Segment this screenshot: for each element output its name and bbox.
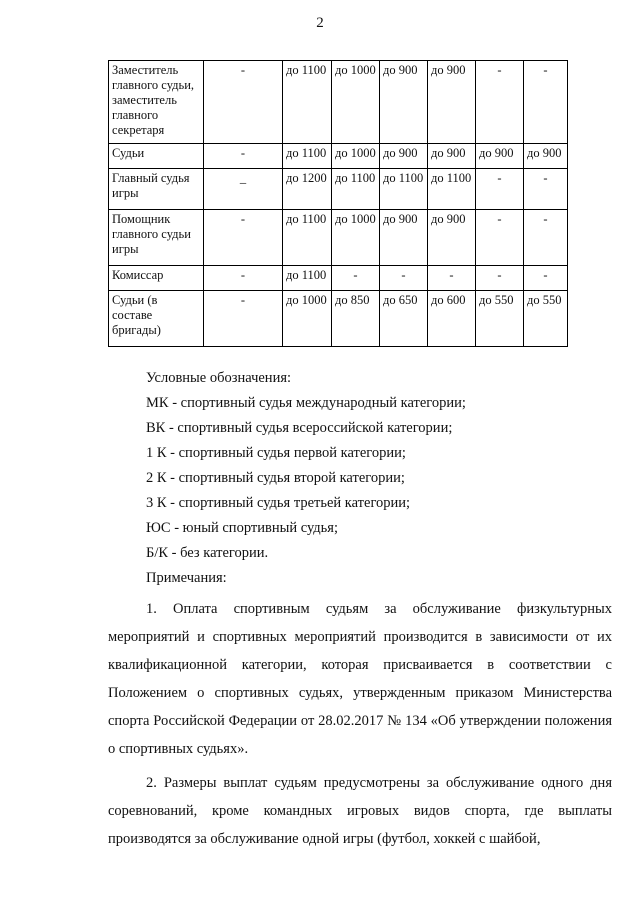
legend-item: ЮС - юный спортивный судья;	[146, 520, 338, 536]
table-row	[109, 144, 568, 169]
value-cell: до 1000	[332, 61, 380, 144]
note-paragraph: 2. Размеры выплат судьям предусмотрены за обслуживание одного дня соревнований, кроме командных игровых видов спорта, где выплаты производятся за обслуживание одной игры (футбол, хоккей с шайбой,	[108, 775, 612, 847]
legend-item: 3 К - спортивный судья третьей категории;	[146, 495, 411, 511]
value-cell: до 900	[380, 144, 428, 169]
value-cell: до 1000	[283, 291, 332, 347]
role-cell: Судьи (в составе бригады)	[109, 291, 204, 347]
table-row	[109, 266, 568, 291]
value-cell: до 900	[380, 61, 428, 144]
value-cell: до 850	[332, 291, 380, 347]
value-cell: до 1000	[332, 144, 380, 169]
value-cell: -	[428, 266, 476, 291]
value-cell: до 1100	[283, 144, 332, 169]
value-cell: -	[476, 169, 524, 210]
value-cell: -	[204, 61, 283, 144]
value-cell: -	[476, 210, 524, 266]
value-cell: до 900	[428, 210, 476, 266]
page-number: 2	[316, 15, 324, 31]
legend-item: 2 К - спортивный судья второй категории;	[146, 470, 405, 486]
value-cell: до 600	[428, 291, 476, 347]
value-cell: -	[380, 266, 428, 291]
legend-item: Б/К - без категории.	[146, 545, 269, 561]
value-cell: -	[524, 61, 568, 144]
notes-title: Примечания:	[146, 570, 227, 586]
role-cell: Помощник главного судьи игры	[109, 210, 204, 266]
value-cell: -	[204, 291, 283, 347]
value-cell: до 900	[428, 61, 476, 144]
table-row	[109, 61, 568, 144]
value-cell: до 900	[380, 210, 428, 266]
value-cell: до 1100	[380, 169, 428, 210]
value-cell: -	[524, 169, 568, 210]
legend-item: ВК - спортивный судья всероссийской категории;	[146, 420, 453, 436]
value-cell: до 1100	[332, 169, 380, 210]
value-cell: до 1100	[283, 266, 332, 291]
value-cell: -	[476, 61, 524, 144]
legend-title: Условные обозначения:	[146, 370, 292, 386]
referee-payment-table	[108, 60, 568, 347]
value-cell: -	[204, 266, 283, 291]
table-row	[109, 169, 568, 210]
value-cell: до 1200	[283, 169, 332, 210]
table-row	[109, 210, 568, 266]
value-cell: до 1100	[428, 169, 476, 210]
value-cell: -	[524, 210, 568, 266]
value-cell: -	[476, 266, 524, 291]
legend-item: МК - спортивный судья международный категории;	[146, 395, 466, 411]
legend-item: 1 К - спортивный судья первой категории;	[146, 445, 406, 461]
role-cell: Заместитель главного судьи, заместитель главного секретаря	[109, 61, 204, 144]
value-cell: до 550	[476, 291, 524, 347]
value-cell: _	[204, 169, 283, 210]
value-cell: до 900	[428, 144, 476, 169]
value-cell: -	[524, 266, 568, 291]
table-row	[109, 291, 568, 347]
note-paragraph: 1. Оплата спортивным судьям за обслуживание физкультурных мероприятий и спортивных мероприятий производится в зависимости от их квалификационной категории, которая присваивается в соответствии с Положением о спортивных судьях, утвержденным приказом Министерства спорта Российской Федерации от 28.02.2017 № 134 «Об утверждении положения о спортивных судьях».	[108, 601, 612, 757]
value-cell: -	[204, 144, 283, 169]
value-cell: до 1000	[332, 210, 380, 266]
value-cell: до 900	[476, 144, 524, 169]
value-cell: до 1100	[283, 210, 332, 266]
notes-section	[108, 366, 612, 853]
role-cell: Комиссар	[109, 266, 204, 291]
value-cell: до 1100	[283, 61, 332, 144]
role-cell: Судьи	[109, 144, 204, 169]
value-cell: -	[204, 210, 283, 266]
value-cell: до 650	[380, 291, 428, 347]
value-cell: -	[332, 266, 380, 291]
value-cell: до 550	[524, 291, 568, 347]
value-cell: до 900	[524, 144, 568, 169]
role-cell: Главный судья игры	[109, 169, 204, 210]
